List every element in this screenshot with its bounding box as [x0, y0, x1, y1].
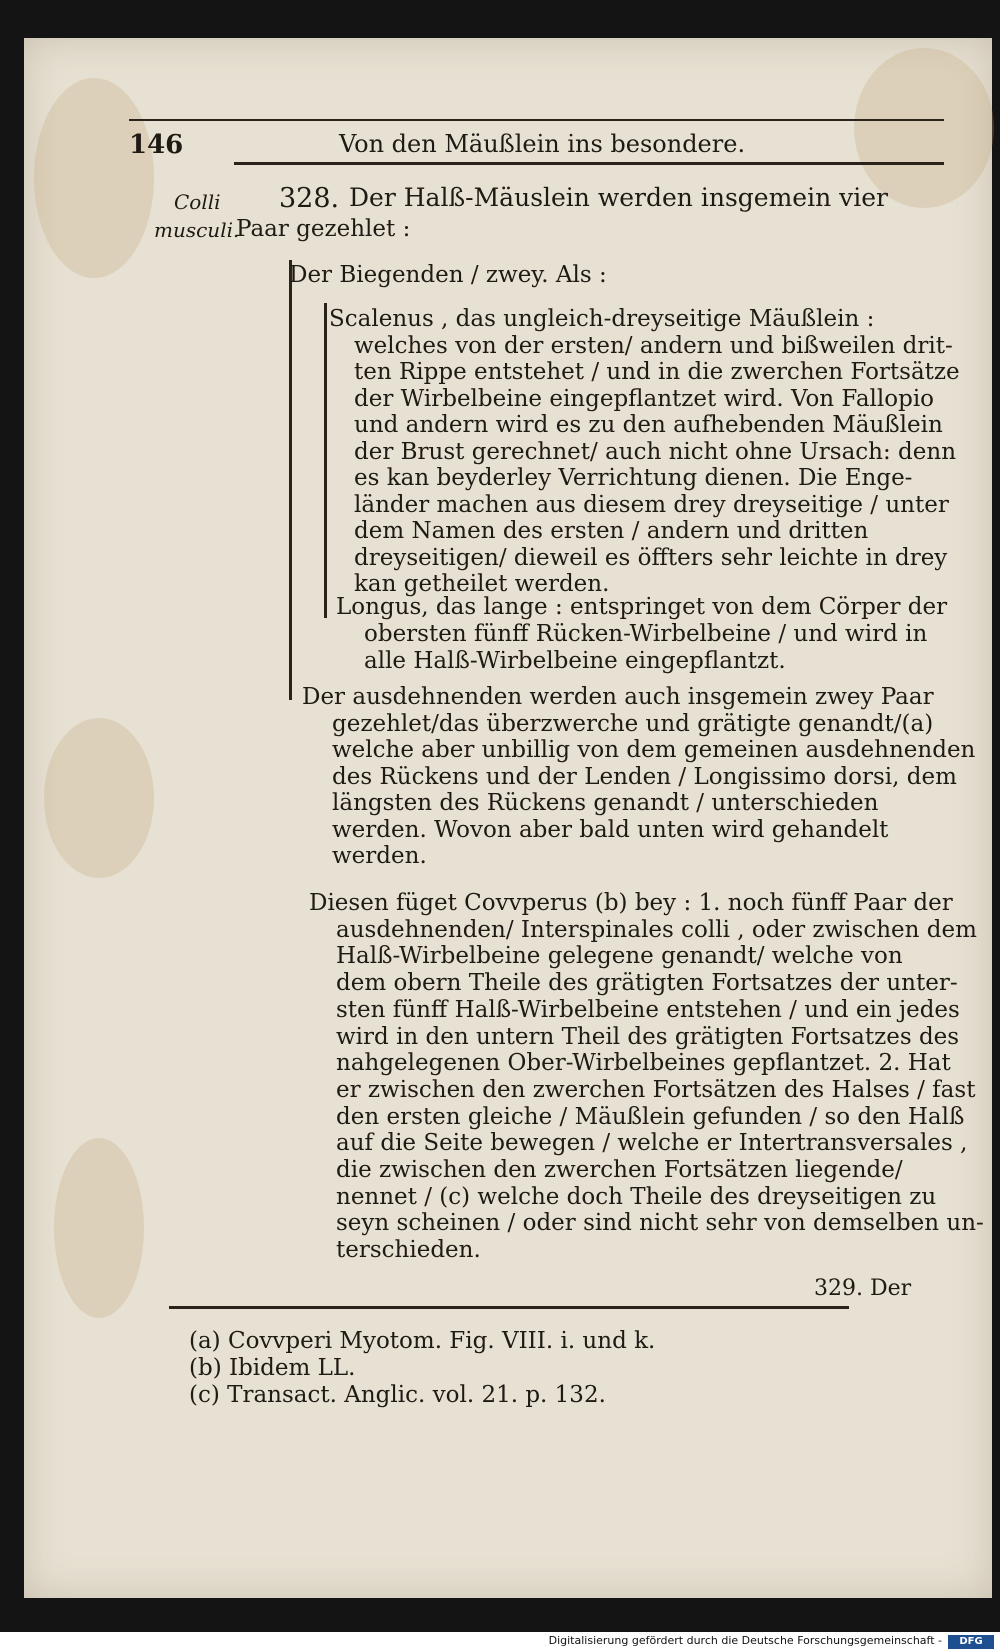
extenders-line: welche aber unbillig von dem gemeinen ausdehnenden [332, 737, 976, 763]
cowper-line: ausdehnenden/ Interspinales colli , oder zwischen dem [336, 916, 977, 943]
scalenus-line: der Brust gerechnet/ auch nicht ohne Ursach: denn [354, 438, 957, 465]
benders-heading: Der Biegenden / zwey. Als : [289, 262, 607, 288]
scalenus-line: länder machen aus diesem drey dreyseitige / unter [354, 491, 949, 518]
scalenus-line: Scalenus , das ungleich-dreyseitige Mäußlein : [329, 306, 875, 332]
footnote-line: (b) Ibidem LL. [189, 1355, 356, 1381]
header-top-rule [129, 119, 944, 121]
page-number: 146 [129, 130, 184, 160]
margin-note-line: musculi. [154, 218, 240, 242]
cowper-line: nennet / (c) welche doch Theile des dreyseitigen zu [336, 1183, 937, 1210]
cowper-line: nahgelegenen Ober-Wirbelbeines gepflantzet. 2. Hat [336, 1050, 951, 1077]
footnote-rule [169, 1306, 849, 1309]
section-intro-line: Der Halß-Mäuslein werden insgemein vier [349, 183, 888, 212]
extenders-line: längsten des Rückens genandt / unterschieden [332, 790, 879, 816]
digitization-footer [0, 1632, 1000, 1652]
section-intro-line: Paar gezehlet : [236, 216, 411, 242]
footer-credit: Digitalisierung gefördert durch die Deutsche Forschungsgemeinschaft - [548, 1634, 942, 1647]
extenders-line: gezehlet/das überzwerche und grätigte genandt/(a) [332, 710, 934, 737]
outer-brace [289, 260, 292, 700]
cowper-line: er zwischen den zwerchen Fortsätzen des Halses / fast [336, 1076, 976, 1103]
scalenus-line: welches von der ersten/ andern und bißweilen drit- [354, 332, 953, 359]
scalenus-line: es kan beyderley Verrichtung dienen. Die Enge- [354, 465, 913, 491]
scalenus-line: kan getheilet werden. [354, 571, 610, 597]
cowper-line: dem obern Theile des grätigten Fortsatzes der unter- [336, 970, 958, 997]
longus-line: Longus, das lange : entspringet von dem Cörper der [336, 594, 948, 620]
dfg-logo: DFG [948, 1635, 994, 1649]
cowper-line: Diesen füget Covvperus (b) bey : 1. noch fünff Paar der [309, 890, 953, 916]
paper-stain [54, 1138, 144, 1318]
extenders-line: werden. Wovon aber bald unten wird gehandelt [332, 816, 889, 843]
extenders-line: des Rückens und der Lenden / Longissimo dorsi, dem [332, 763, 957, 790]
cowper-line: Halß-Wirbelbeine gelegene genandt/ welche von [336, 943, 903, 970]
cowper-line: auf die Seite bewegen / welche er Intertransversales , [336, 1130, 968, 1157]
cowper-line: terschieden. [336, 1237, 481, 1264]
scalenus-line: und andern wird es zu den aufhebenden Mäußlein [354, 412, 943, 438]
running-title: Von den Mäußlein ins besondere. [339, 130, 746, 158]
footnote-line: (a) Covvperi Myotom. Fig. VIII. i. und k. [189, 1328, 656, 1354]
longus-line: obersten fünff Rücken-Wirbelbeine / und wird in [364, 621, 928, 647]
header-bottom-rule [234, 162, 944, 165]
scalenus-line: dem Namen des ersten / andern und dritten [354, 518, 869, 544]
book-page [24, 38, 992, 1598]
longus-line: alle Halß-Wirbelbeine eingepflantzt. [364, 648, 786, 674]
scalenus-line: der Wirbelbeine eingepflantzet wird. Von Fallopio [354, 385, 935, 412]
extenders-line: werden. [332, 843, 427, 869]
section-number: 328. [279, 183, 340, 214]
margin-note-line: Colli [174, 190, 221, 214]
scalenus-line: dreyseitigen/ dieweil es öffters sehr leichte in drey [354, 544, 948, 571]
cowper-line: wird in den untern Theil des grätigten Fortsatzes des [336, 1023, 960, 1050]
footnote-line: (c) Transact. Anglic. vol. 21. p. 132. [189, 1382, 606, 1408]
paper-stain [34, 78, 154, 278]
catchword: 329. Der [814, 1276, 912, 1301]
cowper-line: seyn scheinen / oder sind nicht sehr von demselben un- [336, 1210, 984, 1237]
cowper-line: die zwischen den zwerchen Fortsätzen liegende/ [336, 1157, 903, 1183]
scalenus-line: ten Rippe entstehet / und in die zwerchen Fortsätze [354, 359, 960, 385]
extenders-line: Der ausdehnenden werden auch insgemein zwey Paar [302, 684, 934, 710]
cowper-line: den ersten gleiche / Mäußlein gefunden / so den Halß [336, 1103, 965, 1130]
cowper-line: sten fünff Halß-Wirbelbeine entstehen / und ein jedes [336, 996, 960, 1023]
scalenus-brace [324, 303, 327, 618]
paper-stain [44, 718, 154, 878]
